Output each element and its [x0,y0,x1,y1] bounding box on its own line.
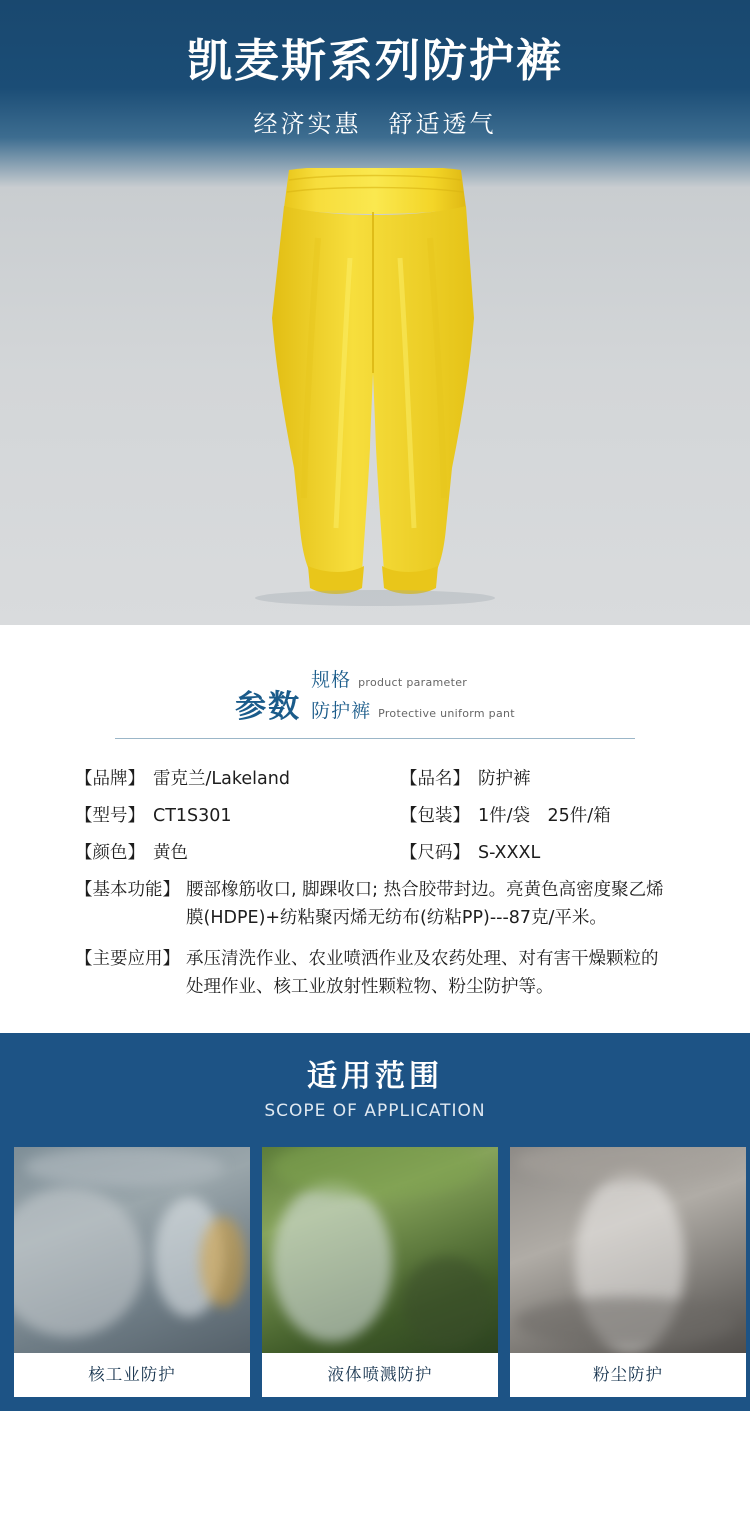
parameters-heading-line2-en: Protective uniform pant [378,707,515,720]
scope-card-caption: 核工业防护 [14,1353,250,1397]
spec-main-application [75,945,675,1002]
spec-value: CT1S301 [153,806,232,826]
parameters-heading-line1-cn: 规格 [311,669,352,691]
parameters-heading [0,665,750,738]
scope-card [14,1147,250,1397]
spec-key: 【包装】 [400,806,470,826]
spec-key: 【主要应用】 [75,948,180,969]
spec-value: 1件/袋 25件/箱 [478,806,611,826]
parameters-heading-line2-cn: 防护裤 [311,700,372,722]
page-subtitle: 经济实惠 舒适透气 [253,110,497,138]
scope-card-image [510,1147,746,1353]
scope-card-caption: 液体喷溅防护 [262,1353,498,1397]
scope-card-image [262,1147,498,1353]
product-image [0,168,750,608]
spec-table [75,765,675,864]
spec-row [400,765,675,790]
spec-value: 防护裤 [478,769,531,789]
spec-key: 【品名】 [400,769,470,789]
scope-header [0,1033,750,1137]
parameters-heading-cn: 参数 [235,689,302,725]
divider [115,738,635,739]
spec-key: 【品牌】 [75,769,145,789]
spec-value: 黄色 [153,843,188,863]
scope-title-en: SCOPE OF APPLICATION [264,1101,486,1122]
spec-row [75,839,400,864]
spec-value: S-XXXL [478,843,541,863]
scope-title-cn: 适用范围 [307,1059,443,1095]
spec-key: 【尺码】 [400,843,470,863]
scope-card-caption: 粉尘防护 [510,1353,746,1397]
spec-key: 【型号】 [75,806,145,826]
spec-value: 腰部橡筋收口, 脚踝收口; 热合胶带封边。亮黄色高密度聚乙烯膜(HDPE)+纺粘聚丙烯无纺布(纺粘PP)---87克/平米。 [186,880,664,929]
spec-row [400,839,675,864]
spec-basic-function [75,876,675,933]
spec-row [400,802,675,827]
spec-key: 【颜色】 [75,843,145,863]
spec-row [75,765,400,790]
spec-value: 承压清洗作业、农业喷洒作业及农药处理、对有害干燥颗粒的处理作业、核工业放射性颗粒物、粉尘防护等。 [186,948,659,998]
scope-card [510,1147,746,1397]
scope-card [262,1147,498,1397]
scope-cards [0,1137,750,1411]
spec-row [75,802,400,827]
hero-banner [0,0,750,625]
page-title: 凯麦斯系列防护裤 [186,34,563,87]
parameters-heading-line1-en: product parameter [358,676,468,689]
spec-value: 雷克兰/Lakeland [153,769,290,789]
scope-card-image [14,1147,250,1353]
spec-key: 【基本功能】 [75,880,180,900]
parameters-section [0,625,750,1001]
